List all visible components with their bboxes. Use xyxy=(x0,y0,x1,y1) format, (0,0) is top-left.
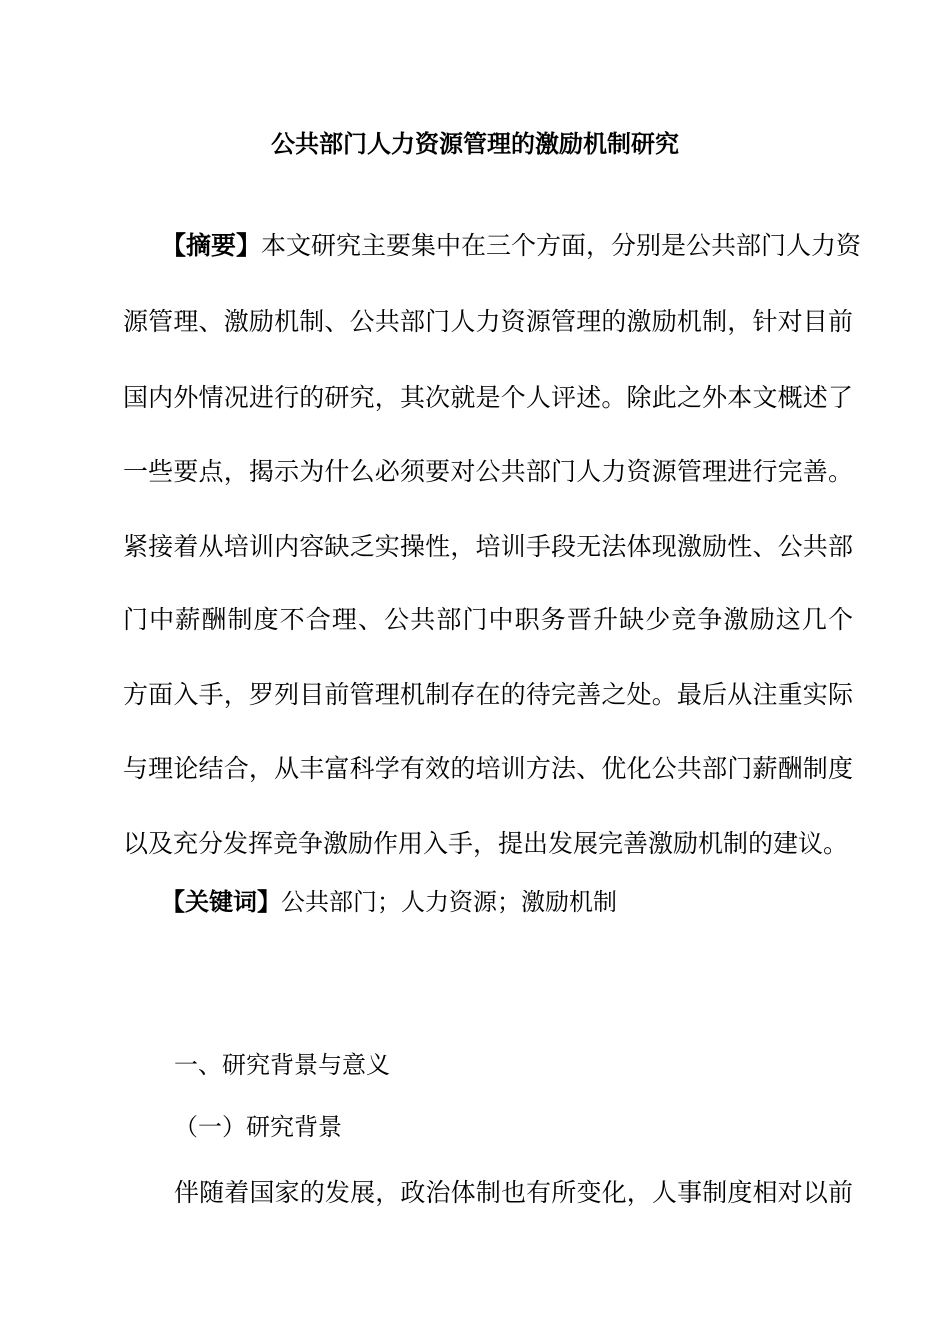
subsection-heading: （一）研究背景 xyxy=(174,1113,342,1141)
abstract-line: 一些要点，揭示为什么必须要对公共部门人力资源管理进行完善。 xyxy=(123,457,853,486)
abstract-line: 门中薪酬制度不合理、公共部门中职务晋升缺少竞争激励这几个 xyxy=(123,605,853,634)
body-paragraph-line: 伴随着国家的发展，政治体制也有所变化，人事制度相对以前 xyxy=(174,1178,853,1207)
abstract-line: 以及充分发挥竞争激励作用入手，提出发展完善激励机制的建议。 xyxy=(123,829,849,858)
abstract-label: 【摘要】 xyxy=(161,231,262,260)
abstract-line: 方面入手，罗列目前管理机制存在的待完善之处。最后从注重实际 xyxy=(123,680,853,709)
keywords-label: 【关键词】 xyxy=(161,887,281,916)
abstract-text: 本文研究主要集中在三个方面，分别是公共部门人力资 xyxy=(261,231,862,260)
abstract-line: 国内外情况进行的研究，其次就是个人评述。除此之外本文概述了 xyxy=(123,383,853,412)
document-title: 公共部门人力资源管理的激励机制研究 xyxy=(271,129,679,158)
keywords-line xyxy=(161,885,617,919)
abstract-line: 与理论结合，从丰富科学有效的培训方法、优化公共部门薪酬制度 xyxy=(123,754,853,783)
abstract-line: 源管理、激励机制、公共部门人力资源管理的激励机制，针对目前 xyxy=(123,307,853,336)
abstract-line: 紧接着从培训内容缺乏实操性，培训手段无法体现激励性、公共部 xyxy=(123,532,853,561)
keywords-text: 公共部门；人力资源；激励机制 xyxy=(281,888,617,916)
abstract-line xyxy=(161,229,862,263)
section-heading: 一、研究背景与意义 xyxy=(174,1051,390,1079)
